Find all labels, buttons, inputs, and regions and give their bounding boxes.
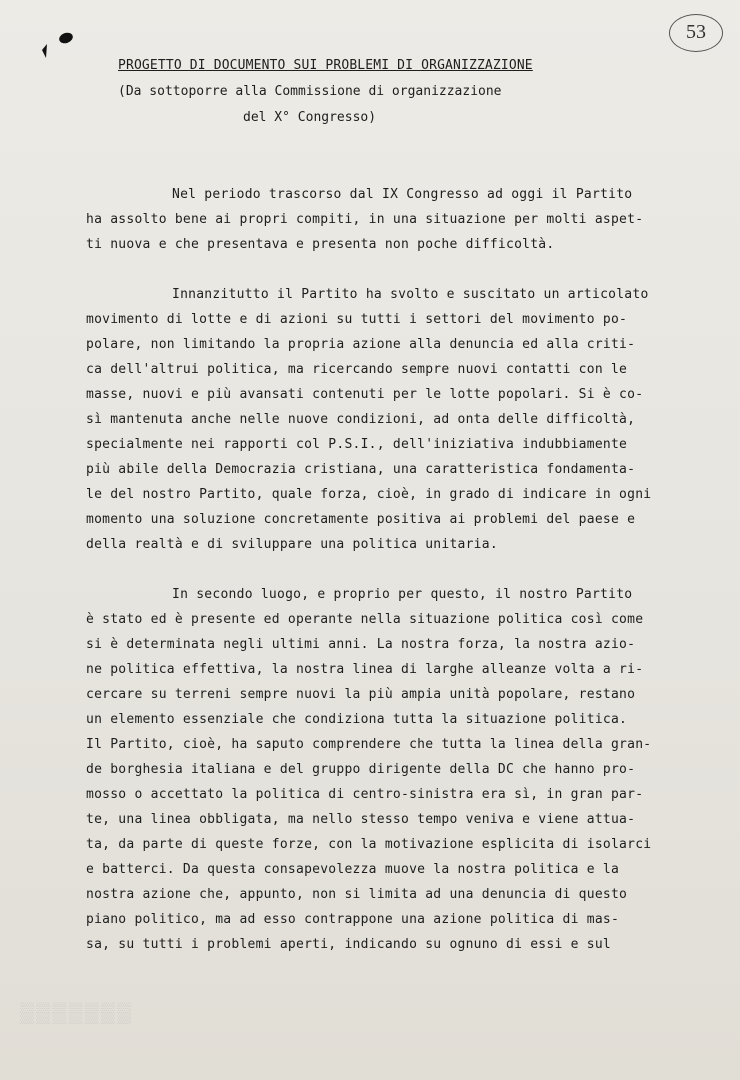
text-line: più abile della Democrazia cristiana, una caratteristica fondamenta- xyxy=(86,462,636,477)
text-line: Il Partito, cioè, ha saputo comprendere che tutta la linea della gran- xyxy=(86,737,652,752)
text-line: nostra azione che, appunto, non si limita ad una denuncia di questo xyxy=(86,887,628,902)
text-line: polare, non limitando la propria azione alla denuncia ed alla criti- xyxy=(86,337,636,352)
document-subtitle-line1: (Da sottoporre alla Commissione di organizzazione xyxy=(118,84,502,99)
text-line: cercare su terreni sempre nuovi la più ampia unità popolare, restano xyxy=(86,687,636,702)
text-line: ha assolto bene ai propri compiti, in una situazione per molti aspet- xyxy=(86,212,644,227)
text-line: Innanzitutto il Partito ha svolto e suscitato un articolato xyxy=(172,287,649,302)
text-line: un elemento essenziale che condiziona tutta la situazione politica. xyxy=(86,712,628,727)
text-line: ca dell'altrui politica, ma ricercando sempre nuovi contatti con le xyxy=(86,362,628,377)
document-title: PROGETTO DI DOCUMENTO SUI PROBLEMI DI ORGANIZZAZIONE xyxy=(118,58,533,73)
page-number-circled: 53 xyxy=(669,14,723,52)
text-line: ta, da parte di queste forze, con la motivazione esplicita di isolarci xyxy=(86,837,652,852)
text-line: si è determinata negli ultimi anni. La nostra forza, la nostra azio- xyxy=(86,637,636,652)
paragraph-gap xyxy=(86,257,716,282)
text-line: sa, su tutti i problemi aperti, indicando su ognuno di essi e sul xyxy=(86,937,611,952)
text-line: Nel periodo trascorso dal IX Congresso ad oggi il Partito xyxy=(172,187,633,202)
text-line: de borghesia italiana e del gruppo dirigente della DC che hanno pro- xyxy=(86,762,636,777)
text-line: masse, nuovi e più avansati contenuti per le lotte popolari. Si è co- xyxy=(86,387,644,402)
text-line: mosso o accettato la politica di centro-sinistra era sì, in gran par- xyxy=(86,787,644,802)
archive-watermark: ▒▒▒▒▒▒▒ xyxy=(20,1002,134,1024)
document-subtitle-line2: del X° Congresso) xyxy=(243,110,377,125)
document-body xyxy=(86,182,716,957)
text-line: te, una linea obbligata, ma nello stesso tempo veniva e viene attua- xyxy=(86,812,636,827)
paragraph-gap xyxy=(86,557,716,582)
text-line: piano politico, ma ad esso contrappone una azione politica di mas- xyxy=(86,912,620,927)
text-line: ti nuova e che presentava e presenta non poche difficoltà. xyxy=(86,237,555,252)
text-line: movimento di lotte e di azioni su tutti i settori del movimento po- xyxy=(86,312,628,327)
text-line: ne politica effettiva, la nostra linea di larghe alleanze volta a ri- xyxy=(86,662,644,677)
text-line: sì mantenuta anche nelle nuove condizioni, ad onta delle difficoltà, xyxy=(86,412,636,427)
text-line: è stato ed è presente ed operante nella situazione politica così come xyxy=(86,612,644,627)
text-line: e batterci. Da questa consapevolezza muove la nostra politica e la xyxy=(86,862,620,877)
punch-hole-mark-icon xyxy=(34,28,82,72)
text-line: In secondo luogo, e proprio per questo, il nostro Partito xyxy=(172,587,633,602)
text-line: specialmente nei rapporti col P.S.I., dell'iniziativa indubbiamente xyxy=(86,437,628,452)
text-line: momento una soluzione concretamente positiva ai problemi del paese e xyxy=(86,512,636,527)
text-line: della realtà e di sviluppare una politica unitaria. xyxy=(86,537,498,552)
text-line: le del nostro Partito, quale forza, cioè, in grado di indicare in ogni xyxy=(86,487,652,502)
